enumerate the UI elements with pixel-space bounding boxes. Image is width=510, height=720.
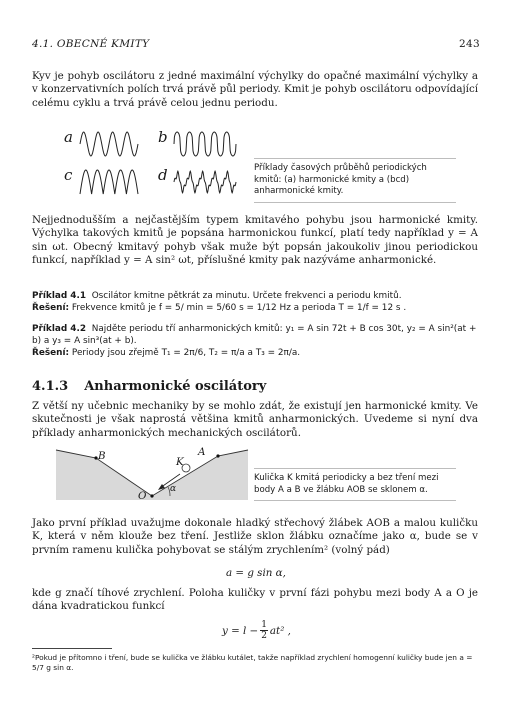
section-paragraph: Z větší ny učebnic mechaniky by se mohlo zdát, že existují jen harmonické kmity. Ve skutečnosti je však naprostá většina kmitů anharmonických. Uvedeme si nyní dva příklady anharmonických mechanických oscilátorů. (32, 400, 478, 439)
groove-figure (52, 446, 252, 502)
example-4-2 (32, 323, 478, 359)
example-4-1-solution-label: Řešení: (32, 303, 70, 313)
example-4-2-solution-label: Řešení: (32, 348, 70, 358)
section-heading (32, 379, 266, 394)
example-4-1 (32, 290, 478, 314)
example-4-2-text: Najděte periodu tří anharmonických kmitů: y₁ = A sin 72t + B cos 30t, y₂ = A sin²(at + b) a y₃ = A sin³(at + b). (32, 324, 477, 346)
footnote: ²Pokud je přítomno i tření, bude se kulička ve žlábku kutálet, takže například zrychlení homogenní kuličky bude jen a = 5/7 g sin α. (32, 653, 473, 672)
caption-rule-bottom (254, 202, 456, 203)
equation-position-rhs: at² , (269, 624, 291, 637)
fraction-numerator: 1 (261, 620, 267, 630)
example-4-1-solution: Frekvence kmitů je f = 5/ min = 5/60 s = 1/12 Hz a perioda T = 1/f = 12 s . (71, 303, 407, 313)
example-4-1-text: Oscilátor kmitne pětkrát za minutu. Určete frekvenci a periodu kmitů. (91, 291, 402, 301)
groove-paragraph: Jako první příklad uvažujme dokonale hladký střechový žlábek AOB a malou kuličku K, která v něm klouže bez tření. Jestliže sklon žlábku označíme jako α, bude se v prvním ramenu kulička pohybovat se stálým zrychlením² (volný pád) (32, 517, 478, 556)
waveform-label-d: d (158, 166, 168, 184)
section-title: Anharmonické oscilátory (84, 379, 267, 394)
waveform-label-b: b (158, 128, 168, 146)
waveform-a (80, 132, 138, 156)
equation-acceleration: a = g sin α, (226, 567, 286, 579)
equation-position-lhs: y = l − (222, 624, 259, 637)
page-number: 243 (459, 38, 480, 50)
fraction-denominator: 2 (261, 631, 267, 641)
point-a-marker (216, 454, 219, 457)
gravity-paragraph: kde g značí tíhové zrychlení. Poloha kuličky v první fázi pohybu mezi body A a O je dána kvadratickou funkcí (32, 587, 478, 613)
figure2-caption: Kulička K kmitá periodicky a bez tření mezi body A a B ve žlábku AOB se sklonem α. (254, 473, 439, 495)
waveform-label-a: a (64, 128, 73, 146)
example-4-1-label: Příklad 4.1 (32, 291, 87, 301)
harmonic-paragraph: Nejjednodušším a nejčastějším typem kmitavého pohybu jsou harmonické kmity. Výchylka takových kmitů je popsána harmonickou funkcí, platí tedy například y = A sin ωt. Obecný kmitavý pohyb však muže být popsán jakoukoliv jinou periodickou funkcí, například y = A sin² ωt, příslušné kmity pak nazýváme anharmonické. (32, 214, 478, 267)
fraction-half (260, 620, 268, 641)
equation-position (222, 620, 291, 641)
caption2-rule-top (254, 468, 456, 469)
label-b: B (98, 450, 106, 462)
label-a: A (198, 446, 206, 458)
groove-body (56, 450, 248, 500)
example-4-2-label: Příklad 4.2 (32, 324, 87, 334)
label-alpha: α (170, 484, 177, 494)
waveform-b (174, 132, 236, 156)
figure1-caption: Příklady časových průběhů periodických kmitů: (a) harmonické kmity a (bcd) anharmonické kmity. (254, 163, 427, 197)
point-o-marker (150, 494, 153, 497)
label-o: O (138, 490, 147, 502)
caption2-rule-bottom (254, 500, 456, 501)
intro-paragraph: Kyv je pohyb oscilátoru z jedné maximální výchylky do opačné maximální výchylky a v konzervativních polích trvá právě půl periody. Kmit je pohyb oscilátoru odpovídající celému cyklu a trvá právě celou jednu periodu. (32, 70, 478, 109)
waveform-d (174, 171, 236, 193)
caption-rule-top (254, 158, 456, 159)
example-4-2-solution: Periody jsou zřejmě T₁ = 2π/6, T₂ = π/a a T₃ = 2π/a. (71, 348, 301, 358)
running-header-section: 4.1. OBECNÉ KMITY (32, 38, 150, 50)
footnote-rule (32, 648, 112, 649)
waveform-c (80, 170, 138, 194)
label-k: K (176, 456, 184, 468)
waveform-label-c: c (64, 166, 73, 184)
section-number: 4.1.3 (32, 379, 69, 394)
